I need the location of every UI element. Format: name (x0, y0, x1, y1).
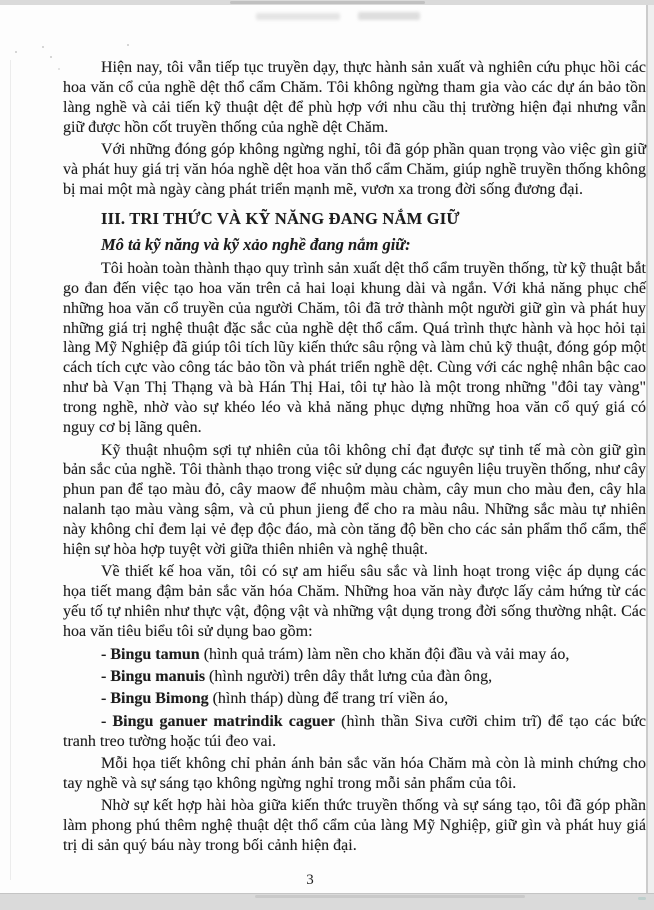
paragraph: Về thiết kế hoa văn, tôi có sự am hiểu sâu sắc và linh hoạt trong việc áp dụng các họa tiết mang đậm bản sắc văn hóa Chăm. Những hoa văn này được lấy cảm hứng từ các yếu tố tự nhiên như thực vật, động vật và những vật dụng trong đời sống thường nhật. Các hoa văn tiêu biểu tôi sử dụng bao gồm: (63, 563, 646, 641)
motif-item (63, 712, 646, 752)
motif-description: (hình thần Siva cưỡi chim trĩ) để tạo các bức tranh treo tường hoặc túi đeo vai. (63, 712, 646, 750)
motif-name: - Bingu ganuer matrindik caguer (101, 712, 336, 730)
scan-artifact-header-smudge (256, 13, 340, 20)
scan-artifact-header-smudge (358, 12, 420, 20)
scan-speck (50, 56, 52, 58)
motif-name: - Bingu tamun (101, 645, 200, 663)
scan-color-fleck (638, 897, 646, 900)
section-subheading: Mô tả kỹ năng và kỹ xảo nghề đang nắm giữ: (101, 234, 411, 254)
motif-description: (hình tháp) dùng để trang trí viền áo, (208, 690, 449, 708)
motif-description: (hình quả trám) làm nền cho khăn đội đầu và vải may áo, (199, 645, 570, 663)
paragraph: Kỹ thuật nhuộm sợi tự nhiên của tôi không chỉ đạt được sự tinh tế mà còn giữ gìn bản sắc của nghề. Tôi thành thạo trong việc sử dụng các nguyên liệu truyền thống, như cây phun pan để tạo màu đỏ, cây maow để nhuộm màu chàm, cây mun cho màu đen, cây hla nalanh tạo màu vàng sậm, và củ phun jieng để cho ra màu nâu. Những sắc màu tự nhiên này không chỉ đem lại vẻ đẹp độc đáo, mà còn tăng độ bền cho các sản phẩm thổ cẩm, thể hiện sự hòa hợp tuyệt vời giữa thiên nhiên và nghệ thuật. (63, 441, 646, 559)
scan-edge-top-shadow (230, 1, 425, 4)
scan-speck (42, 46, 44, 48)
scan-edge-left (10, 60, 11, 880)
scan-speck (15, 51, 17, 53)
motif-name: - Bingu manuis (101, 667, 206, 685)
paragraph: Hiện nay, tôi vẫn tiếp tục truyền dạy, thực hành sản xuất và nghiên cứu phục hồi các hoa văn cổ của nghề dệt thổ cẩm Chăm. Tôi không ngừng tham gia vào các dự án bảo tồn làng nghề và cải tiến kỹ thuật dệt để phù hợp với nhu cầu thị trường hiện đại nhưng vẫn giữ được hồn cốt truyền thống của nghề dệt Chăm. (63, 59, 646, 136)
motif-item (63, 645, 646, 665)
paragraph: Tôi hoàn toàn thành thạo quy trình sản xuất dệt thổ cẩm truyền thống, từ kỹ thuật bắt go đan đến việc tạo hoa văn trên cả hai loại khung dài và ngắn. Với khả năng phục chế những hoa văn cổ truyền của người Chăm, tôi đã trở thành một người giữ gìn và phát huy những giá trị nghệ thuật đặc sắc của nghề dệt thổ cẩm. Quá trình thực hành và học hỏi tại làng Mỹ Nghiệp đã giúp tôi tích lũy kiến thức sâu rộng và làm chủ kỹ thuật, đóng góp một cách tích cực vào công tác bảo tồn và phát triển nghề dệt. Cùng với các nghệ nhân bậc cao như bà Vạn Thị Thạng và bà Hán Thị Hai, tôi tự hào là một trong những "đôi tay vàng" trong nghề, nhờ vào sự khéo léo và khả năng phục dựng những hoa văn cổ quý giá có nguy cơ bị lãng quên. (63, 259, 646, 437)
scan-speck (127, 44, 129, 46)
paragraph: Nhờ sự kết hợp hài hòa giữa kiến thức truyền thống và sự sáng tạo, tôi đã góp phần làm phong phú thêm nghệ thuật dệt thổ cẩm của làng Mỹ Nghiệp, giữ gìn và phát huy giá trị di sản quý báu này trong bối cảnh hiện đại. (63, 797, 646, 855)
motif-description: (hình người) trên dây thắt lưng của đàn ông, (205, 667, 493, 685)
paragraph: Với những đóng góp không ngừng nghỉ, tôi đã góp phần quan trọng vào việc gìn giữ và phát huy giá trị văn hóa nghề dệt hoa văn thổ cẩm Chăm, giúp nghề truyền thống không bị mai một mà ngày càng phát triển mạnh mẽ, vươn xa trong đời sống đương đại. (63, 141, 646, 198)
paragraph: Mỗi họa tiết không chỉ phản ánh bản sắc văn hóa Chăm mà còn là minh chứng cho tay nghề và sự sáng tạo không ngừng nghỉ trong mỗi sản phẩm của tôi. (63, 755, 646, 792)
motif-item (63, 689, 646, 709)
motif-name: - Bingu Bimong (101, 690, 209, 708)
scan-edge-bottom-shadow (255, 895, 525, 898)
section-heading: III. TRI THỨC VÀ KỸ NĂNG ĐANG NẮM GIỮ (101, 208, 460, 228)
page-number: 3 (306, 872, 314, 888)
document-page (63, 58, 646, 856)
motif-item (63, 667, 646, 687)
scan-speck (58, 68, 60, 70)
scan-edge-right-outer (648, 5, 654, 893)
